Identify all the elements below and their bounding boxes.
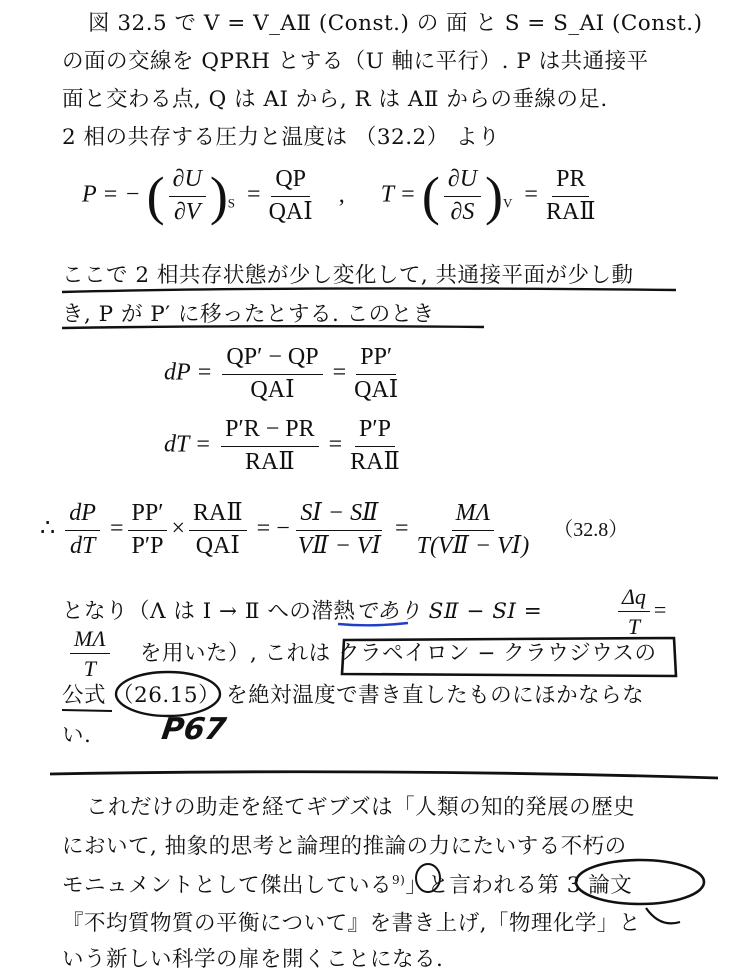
circle-third-paper bbox=[576, 860, 704, 904]
eq1-dU-2: ∂U bbox=[444, 166, 481, 197]
box-clapeyron bbox=[342, 638, 676, 676]
eq3-lhs: dT = bbox=[164, 431, 212, 458]
eq3-num1: P′R − PR bbox=[221, 416, 319, 447]
eq2-den1: QAⅠ bbox=[250, 376, 295, 403]
equation-dp: dP = $\frac{QP' - QP}{\text{QAⅠ}}$ = $\frac{PP'}{\text{QAⅠ}}$ bbox=[164, 344, 406, 404]
para4-third-paper: 第 3 論文 bbox=[537, 873, 633, 898]
eq1-lhs-p: P = − bbox=[82, 181, 141, 208]
para4-footnote-ref: 9) bbox=[392, 872, 406, 887]
underline-formula bbox=[62, 710, 112, 711]
eq4-vden: VⅡ − VⅠ bbox=[297, 532, 382, 559]
eq1-dS: ∂S bbox=[450, 198, 475, 225]
para2-line1: ここで 2 相共存状態が少し変化して, 共通接平面が少し動 bbox=[62, 263, 634, 288]
eq2-num2: PP′ bbox=[356, 344, 396, 375]
para1-line1: 図 32.5 で V = V_AⅡ (Const.) の 面 と S = S_AⅠ (Const.) bbox=[88, 11, 703, 36]
para3-line4: い. bbox=[62, 723, 92, 748]
para3-text-c: であり SⅡ − SⅠ = bbox=[355, 599, 543, 624]
para3-dq: Δq bbox=[618, 584, 650, 612]
para4-text-a: モニュメントとして傑出している bbox=[62, 873, 393, 898]
para3-t2: T bbox=[83, 656, 96, 682]
para3-eq: = bbox=[653, 596, 667, 622]
eq4-ppp2: P′P bbox=[131, 532, 164, 559]
underline-latent-heat bbox=[338, 623, 408, 625]
eq1-qp: QP bbox=[271, 166, 310, 197]
para2-line2: き, P が P′ に移ったとする. このとき bbox=[62, 302, 435, 327]
eq1-paren-close: ) bbox=[209, 166, 228, 227]
underline-para2-line1 bbox=[62, 288, 676, 292]
para3-text-rest: を絶対温度で書き直したものにほかならな bbox=[226, 683, 645, 708]
eq4-times: × bbox=[171, 515, 185, 542]
para3-text-a: となり（Λ は Ⅰ → Ⅱ への bbox=[62, 599, 312, 624]
para3-ml: MΛ bbox=[70, 626, 110, 654]
eq1-sub-v: V bbox=[503, 195, 513, 211]
eq3-num2: P′P bbox=[355, 416, 395, 447]
para4-line2: において, 抽象的思考と論理的推論の力にたいする不朽の bbox=[62, 834, 627, 859]
para1-line2: の面の交線を QPRH とする（U 軸に平行）. P は共通接平 bbox=[62, 49, 649, 74]
circle-footnote-9 bbox=[416, 864, 440, 892]
horizontal-rule bbox=[50, 772, 718, 778]
eq1-dU: ∂U bbox=[169, 166, 206, 197]
eq1-qa1: QAⅠ bbox=[268, 198, 313, 225]
eq4-therefore: ∴ bbox=[40, 515, 56, 542]
eq4-tden: T(VⅡ − VⅠ) bbox=[416, 532, 530, 559]
eq4-ml: MΛ bbox=[452, 500, 495, 531]
eq3-den2: RAⅡ bbox=[350, 448, 400, 475]
para3-ref-26-15: （26.15） bbox=[112, 683, 221, 708]
equation-pressure-temperature: P = − ( $\frac{\partial U}{\partial V}$ )$_S$ = $\frac{QP}{\text{QAⅠ}}$ , T = ( $\frac{\partial U}{\partial S}$ )$_V$ = $\frac{PR}{\text{RAⅡ}}$ bbox=[82, 166, 604, 226]
eq2-num1: QP′ − QP bbox=[222, 344, 322, 375]
para4-text-b: 」と言われる bbox=[405, 873, 538, 898]
handwritten-page-note: P67 bbox=[159, 712, 229, 747]
eq1-lhs-t: T = bbox=[380, 181, 416, 208]
eq4-ra2: RAⅡ bbox=[189, 500, 247, 531]
circle-ref-26-15 bbox=[116, 672, 220, 716]
eq4-number: （32.8） bbox=[553, 518, 629, 541]
para3-latent-heat: 潜熱 bbox=[311, 599, 356, 624]
eq1-sub-s: S bbox=[227, 195, 236, 211]
eq4-dt: dT bbox=[69, 532, 96, 559]
para4-line1: これだけの助走を経てギブズは「人類の知的発展の歴史 bbox=[86, 795, 636, 820]
para3-formula: 公式 bbox=[62, 683, 107, 708]
para1-line3: 面と交わる点, Q は AⅠ から, R は AⅡ からの垂線の足. bbox=[62, 87, 608, 112]
eq1-ra2: RAⅡ bbox=[545, 198, 596, 225]
para3-line2: を用いた）, これは クラペイロン − クラウジウスの bbox=[140, 641, 657, 666]
eq3-den1: RAⅡ bbox=[245, 448, 295, 475]
para1-line4: 2 相の共存する圧力と温度は （32.2） より bbox=[62, 125, 501, 150]
eq2-den2: QAⅠ bbox=[354, 376, 399, 403]
eq4-snum: SⅠ − SⅡ bbox=[296, 500, 382, 531]
eq1-pr: PR bbox=[552, 166, 589, 197]
equation-dt: dT = $\frac{P'R - PR}{\text{RAⅡ}}$ = $\frac{P'P}{\text{RAⅡ}}$ bbox=[164, 416, 408, 476]
eq1-paren-open: ( bbox=[146, 166, 165, 227]
eq1-comma: , bbox=[338, 181, 345, 208]
eq2-lhs: dP = bbox=[164, 359, 213, 386]
eq4-qa1: QAⅠ bbox=[195, 532, 240, 559]
eq4-dp: dP bbox=[65, 500, 100, 531]
eq1-dV: ∂V bbox=[173, 198, 201, 225]
equation-32-8: ∴ $\frac{dP}{dT}$ = $\frac{PP'}{P'P}$ × $\frac{\text{RAⅡ}}{\text{QAⅠ}}$ = − $\frac{\text{SⅠ − SⅡ}}{\text{VⅡ − VⅠ}}$ = $\frac{M\Lambda}{\text{T(VⅡ − VⅠ)}}$ （32.8） bbox=[40, 500, 629, 559]
para4-line4: 『不均質物質の平衡について』を書き上げ,「物理化学」と bbox=[62, 911, 641, 936]
para4-line5: いう新しい科学の扉を開くことになる. bbox=[62, 947, 444, 972]
oval-tail bbox=[646, 908, 680, 923]
underline-para2-line2 bbox=[62, 326, 484, 328]
para3-t: T bbox=[627, 614, 641, 640]
eq4-ppp: PP′ bbox=[128, 500, 168, 531]
